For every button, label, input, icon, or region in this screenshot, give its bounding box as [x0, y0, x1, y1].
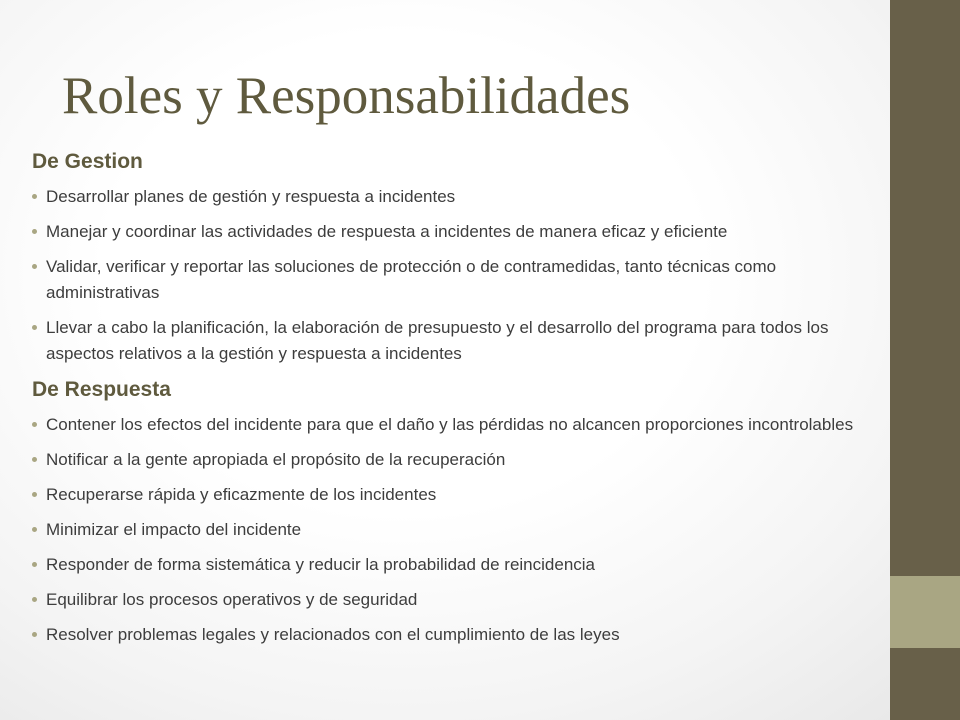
list-item: Recuperarse rápida y eficazmente de los incidentes	[30, 482, 860, 508]
list-item: Llevar a cabo la planificación, la elaboración de presupuesto y el desarrollo del programa para todos los aspectos relativos a la gestión y respuesta a incidentes	[30, 315, 860, 367]
gestion-list	[30, 184, 860, 367]
list-item: Responder de forma sistemática y reducir la probabilidad de reincidencia	[30, 552, 860, 578]
list-item: Desarrollar planes de gestión y respuesta a incidentes	[30, 184, 860, 210]
side-bar-accent	[890, 576, 960, 648]
respuesta-list	[30, 412, 860, 648]
list-item: Manejar y coordinar las actividades de respuesta a incidentes de manera eficaz y eficiente	[30, 219, 860, 245]
list-item: Equilibrar los procesos operativos y de seguridad	[30, 587, 860, 613]
list-item: Contener los efectos del incidente para que el daño y las pérdidas no alcancen proporciones incontrolables	[30, 412, 860, 438]
list-item: Validar, verificar y reportar las soluciones de protección o de contramedidas, tanto técnicas como administrativas	[30, 254, 860, 306]
slide-title: Roles y Responsabilidades	[62, 67, 631, 125]
section-heading-gestion: De Gestion	[32, 150, 143, 173]
slide-content	[30, 148, 860, 657]
list-item: Resolver problemas legales y relacionados con el cumplimiento de las leyes	[30, 622, 860, 648]
list-item: Notificar a la gente apropiada el propósito de la recuperación	[30, 447, 860, 473]
section-heading-respuesta: De Respuesta	[32, 378, 171, 401]
list-item: Minimizar el impacto del incidente	[30, 517, 860, 543]
